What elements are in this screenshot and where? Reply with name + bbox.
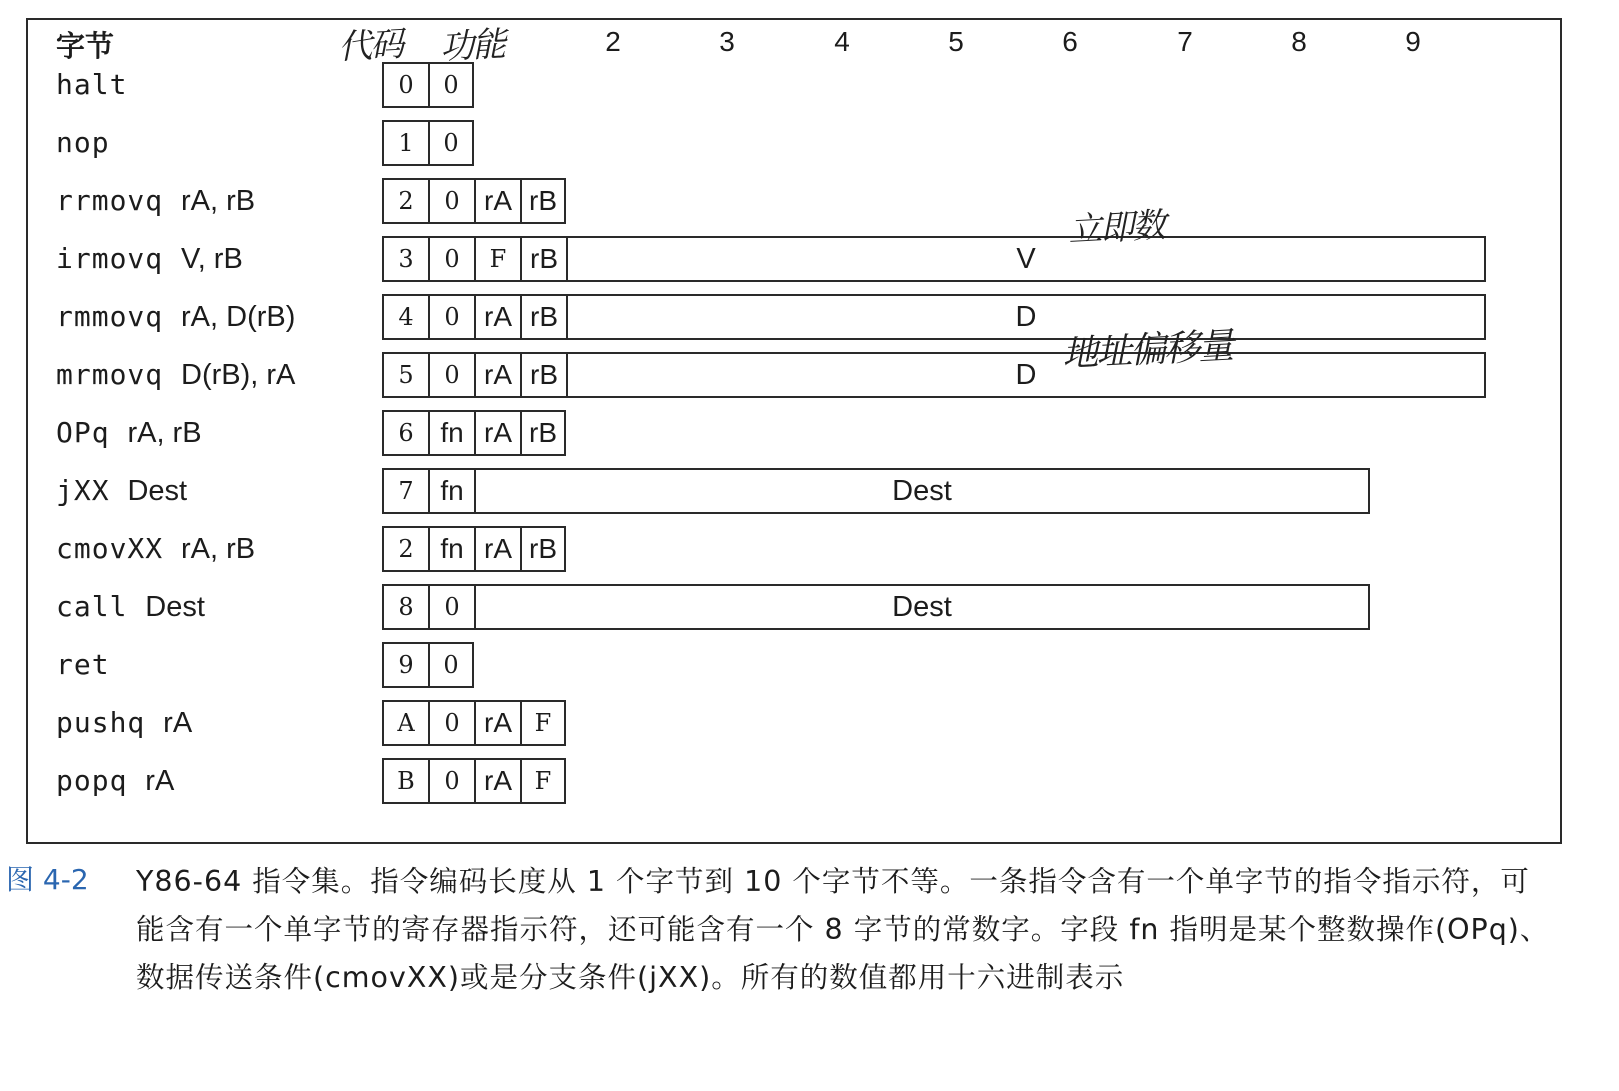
instruction-mnemonic [56, 648, 110, 681]
mnemonic-operands: Dest [145, 591, 205, 623]
byte-column-number: 6 [1062, 26, 1078, 57]
mnemonic-name: rrmovq [56, 184, 164, 217]
byte-cell: rA [474, 526, 520, 572]
byte-cell: 0 [428, 352, 474, 398]
instruction-mnemonic [56, 474, 187, 508]
instruction-row [0, 178, 1619, 224]
byte-cell: rB [520, 236, 566, 282]
byte-cell: 0 [428, 642, 474, 688]
byte-cell: rA [474, 352, 520, 398]
instruction-mnemonic [56, 68, 127, 101]
byte-cell: 4 [382, 294, 428, 340]
byte-cell: fn [428, 468, 474, 514]
byte-cell: rA [474, 700, 520, 746]
byte-cell: F [520, 700, 566, 746]
byte-cell: rA [474, 294, 520, 340]
byte-cell: rA [474, 758, 520, 804]
byte-column-number: 2 [605, 26, 621, 57]
instruction-mnemonic [56, 300, 295, 334]
byte-cell: 3 [382, 236, 428, 282]
mnemonic-name: rmmovq [56, 300, 164, 333]
byte-cell: fn [428, 410, 474, 456]
byte-cell: F [474, 236, 520, 282]
mnemonic-name: cmovXX [56, 532, 164, 565]
instruction-mnemonic [56, 532, 255, 566]
byte-column-number: 4 [834, 26, 850, 57]
instruction-row [0, 526, 1619, 572]
instruction-mnemonic [56, 126, 110, 159]
byte-column-number: 5 [948, 26, 964, 57]
handwritten-function-note: 功能 [439, 24, 506, 68]
mnemonic-operands: rA, rB [181, 533, 256, 565]
wide-field-cell: D [566, 352, 1486, 398]
byte-cell: A [382, 700, 428, 746]
instruction-mnemonic [56, 242, 243, 276]
byte-cell: B [382, 758, 428, 804]
byte-cell: 8 [382, 584, 428, 630]
mnemonic-name: irmovq [56, 242, 164, 275]
instruction-row [0, 62, 1619, 108]
mnemonic-name: halt [56, 68, 128, 101]
figure-label: 图 4-2 [6, 863, 89, 896]
instruction-row [0, 468, 1619, 514]
figure-caption-text: Y86-64 指令集。指令编码长度从 1 个字节到 10 个字节不等。一条指令含有一个单字节的指令指示符，可能含有一个单字节的寄存器指示符，还可能含有一个 8 字节的常数字。字段 fn 指明是某个整数操作(OPq)、数据传送条件(cmovXX)或是分支条件(jXX)。所有的数值都用十六进制表示 [136, 865, 1550, 994]
mnemonic-operands: rA, rB [127, 417, 202, 449]
byte-cell: 0 [428, 294, 474, 340]
handwritten-immediate-note: 立即数 [1067, 205, 1166, 251]
mnemonic-operands: Dest [127, 475, 188, 507]
mnemonic-name: nop [56, 126, 110, 159]
instruction-mnemonic [56, 184, 255, 218]
byte-cell: 0 [428, 62, 474, 108]
wide-field-cell: Dest [474, 468, 1370, 514]
byte-column-number: 7 [1177, 26, 1193, 57]
byte-cell: 5 [382, 352, 428, 398]
wide-field-cell: Dest [474, 584, 1370, 630]
byte-column-number: 9 [1405, 26, 1421, 57]
byte-cell: 0 [428, 120, 474, 166]
instruction-mnemonic [56, 764, 174, 798]
byte-column-number: 8 [1291, 26, 1307, 57]
byte-cell: rA [474, 178, 520, 224]
handwritten-code-note: 代码 [337, 24, 404, 68]
instruction-row [0, 120, 1619, 166]
byte-cell: 0 [382, 62, 428, 108]
byte-cell: 2 [382, 178, 428, 224]
byte-cell: 2 [382, 526, 428, 572]
mnemonic-name: mrmovq [56, 358, 164, 391]
byte-cell: 0 [428, 700, 474, 746]
byte-cell: 0 [428, 236, 474, 282]
byte-cell: 0 [428, 584, 474, 630]
byte-cell: rB [520, 294, 566, 340]
handwritten-offset-note: 地址偏移量 [1061, 325, 1234, 376]
instruction-row [0, 642, 1619, 688]
byte-cell: rB [520, 410, 566, 456]
mnemonic-operands: V, rB [181, 243, 243, 275]
instruction-mnemonic [56, 590, 205, 624]
byte-header-label: 字节 [56, 29, 115, 63]
instruction-row [0, 584, 1619, 630]
wide-field-cell: V [566, 236, 1486, 282]
instruction-row [0, 758, 1619, 804]
mnemonic-operands: rA [145, 765, 175, 797]
mnemonic-operands: rA, rB [181, 185, 256, 217]
byte-cell: rB [520, 352, 566, 398]
instruction-row [0, 352, 1619, 398]
mnemonic-name: ret [56, 648, 110, 681]
mnemonic-operands: D(rB), rA [181, 359, 296, 391]
instruction-mnemonic [56, 358, 295, 392]
byte-cell: 0 [428, 758, 474, 804]
instruction-row [0, 294, 1619, 340]
byte-cell: 0 [428, 178, 474, 224]
instruction-row [0, 236, 1619, 282]
mnemonic-operands: rA, D(rB) [181, 301, 296, 333]
instruction-mnemonic [56, 706, 192, 740]
byte-cell: 9 [382, 642, 428, 688]
mnemonic-name: jXX [56, 474, 110, 507]
instruction-mnemonic [56, 416, 202, 450]
instruction-row [0, 700, 1619, 746]
wide-field-cell: D [566, 294, 1486, 340]
byte-cell: rB [520, 178, 566, 224]
byte-cell: F [520, 758, 566, 804]
byte-column-number: 3 [719, 26, 735, 57]
mnemonic-name: call [56, 590, 128, 623]
byte-cell: 1 [382, 120, 428, 166]
mnemonic-name: OPq [56, 416, 110, 449]
byte-cell: 7 [382, 468, 428, 514]
mnemonic-name: popq [56, 764, 128, 797]
byte-cell: 6 [382, 410, 428, 456]
byte-cell: rB [520, 526, 566, 572]
byte-cell: fn [428, 526, 474, 572]
mnemonic-name: pushq [56, 706, 146, 739]
mnemonic-operands: rA [163, 707, 193, 739]
byte-cell: rA [474, 410, 520, 456]
instruction-row [0, 410, 1619, 456]
